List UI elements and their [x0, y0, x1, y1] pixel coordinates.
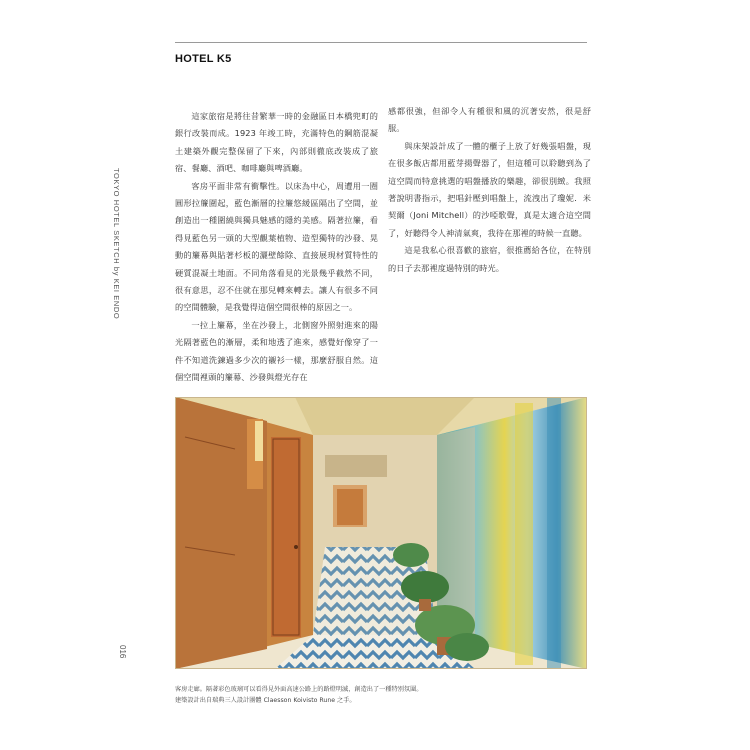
paragraph: 這家旅宿是將往昔繁華一時的金融區日本橋兜町的銀行改裝而成。1923 年竣工時，充滿特色的鋼筋混凝土建築外觀完整保留了下來，內部則徹底改裝成了旅宿、餐廳、酒吧、咖啡廳與啤酒廳。 [175, 111, 378, 174]
header-rule [175, 42, 587, 43]
paragraph: 這是我私心很喜歡的旅宿，很推薦給各位，在特別的日子去那裡度過特別的時光。 [388, 245, 591, 273]
paragraph: 與床架設計成了一體的櫃子上放了好幾張唱盤，現在很多飯店都用藍芽揚聲器了，但這種可以聆聽到為了這空間而特意挑選的唱盤播放的樂趣，卻很別緻。我照著說明書指示，把唱針壓到唱盤上，流洩出了瓊妮．米契爾（Joni Mitchell）的沙啞歌聲，真是太適合這空間了，好聽得令人神清氣爽，我待在那裡的時候一直聽。 [388, 140, 591, 238]
paragraph: 感都很強，但卻令人有種很和風的沉著安然，很是舒服。 [388, 106, 591, 134]
illustration-caption [175, 684, 587, 706]
page-number: 016 [118, 645, 127, 659]
caption-line: 客房走廊。隔著彩色玻璃可以看得見外面高速公路上的路燈明滅，創造出了一種特別氛圍。 [175, 686, 423, 693]
corridor-watercolor-illustration [175, 397, 587, 669]
right-text-column [388, 103, 591, 277]
paragraph: 客房平面非常有衝擊性。以床為中心，周遭用一圈圓形拉簾圍起，藍色漸層的拉簾悠緩區隔出了空間，並創造出一種圍繞與獨具魅感的隱約美感。隔著拉簾，看得見藍色另一頭的大型觀葉植物、造型獨特的沙發、晃動的簾幕與貼著杉板的灑壁餘除、直接展現材質特性的硬質混凝土地面。不同角落看見的光景幾乎截然不同，很有意思，忍不住就在那兒轉來轉去。讓人有很多不同的空間體驗，是我覺得這個空間很棒的原因之一。 [175, 180, 378, 313]
book-side-title: TOKYO HOTEL SKETCH by KEI ENDO [112, 168, 121, 320]
left-text-column [175, 108, 378, 387]
caption-line: 建築設計出自瑞典三人設計團體 Claesson Koivisto Rune 之手。 [175, 697, 356, 704]
page-title: HOTEL K5 [175, 53, 232, 65]
paragraph: 一拉上簾幕，坐在沙發上，北側窗外照射進來的陽光隔著藍色的漸層，柔和地透了進來，感覺好像穿了一件不知道洗鍊過多少次的襯衫一樣，那麼舒服自然。這個空間裡頭的簾幕、沙發與燈光存在 [175, 319, 378, 383]
